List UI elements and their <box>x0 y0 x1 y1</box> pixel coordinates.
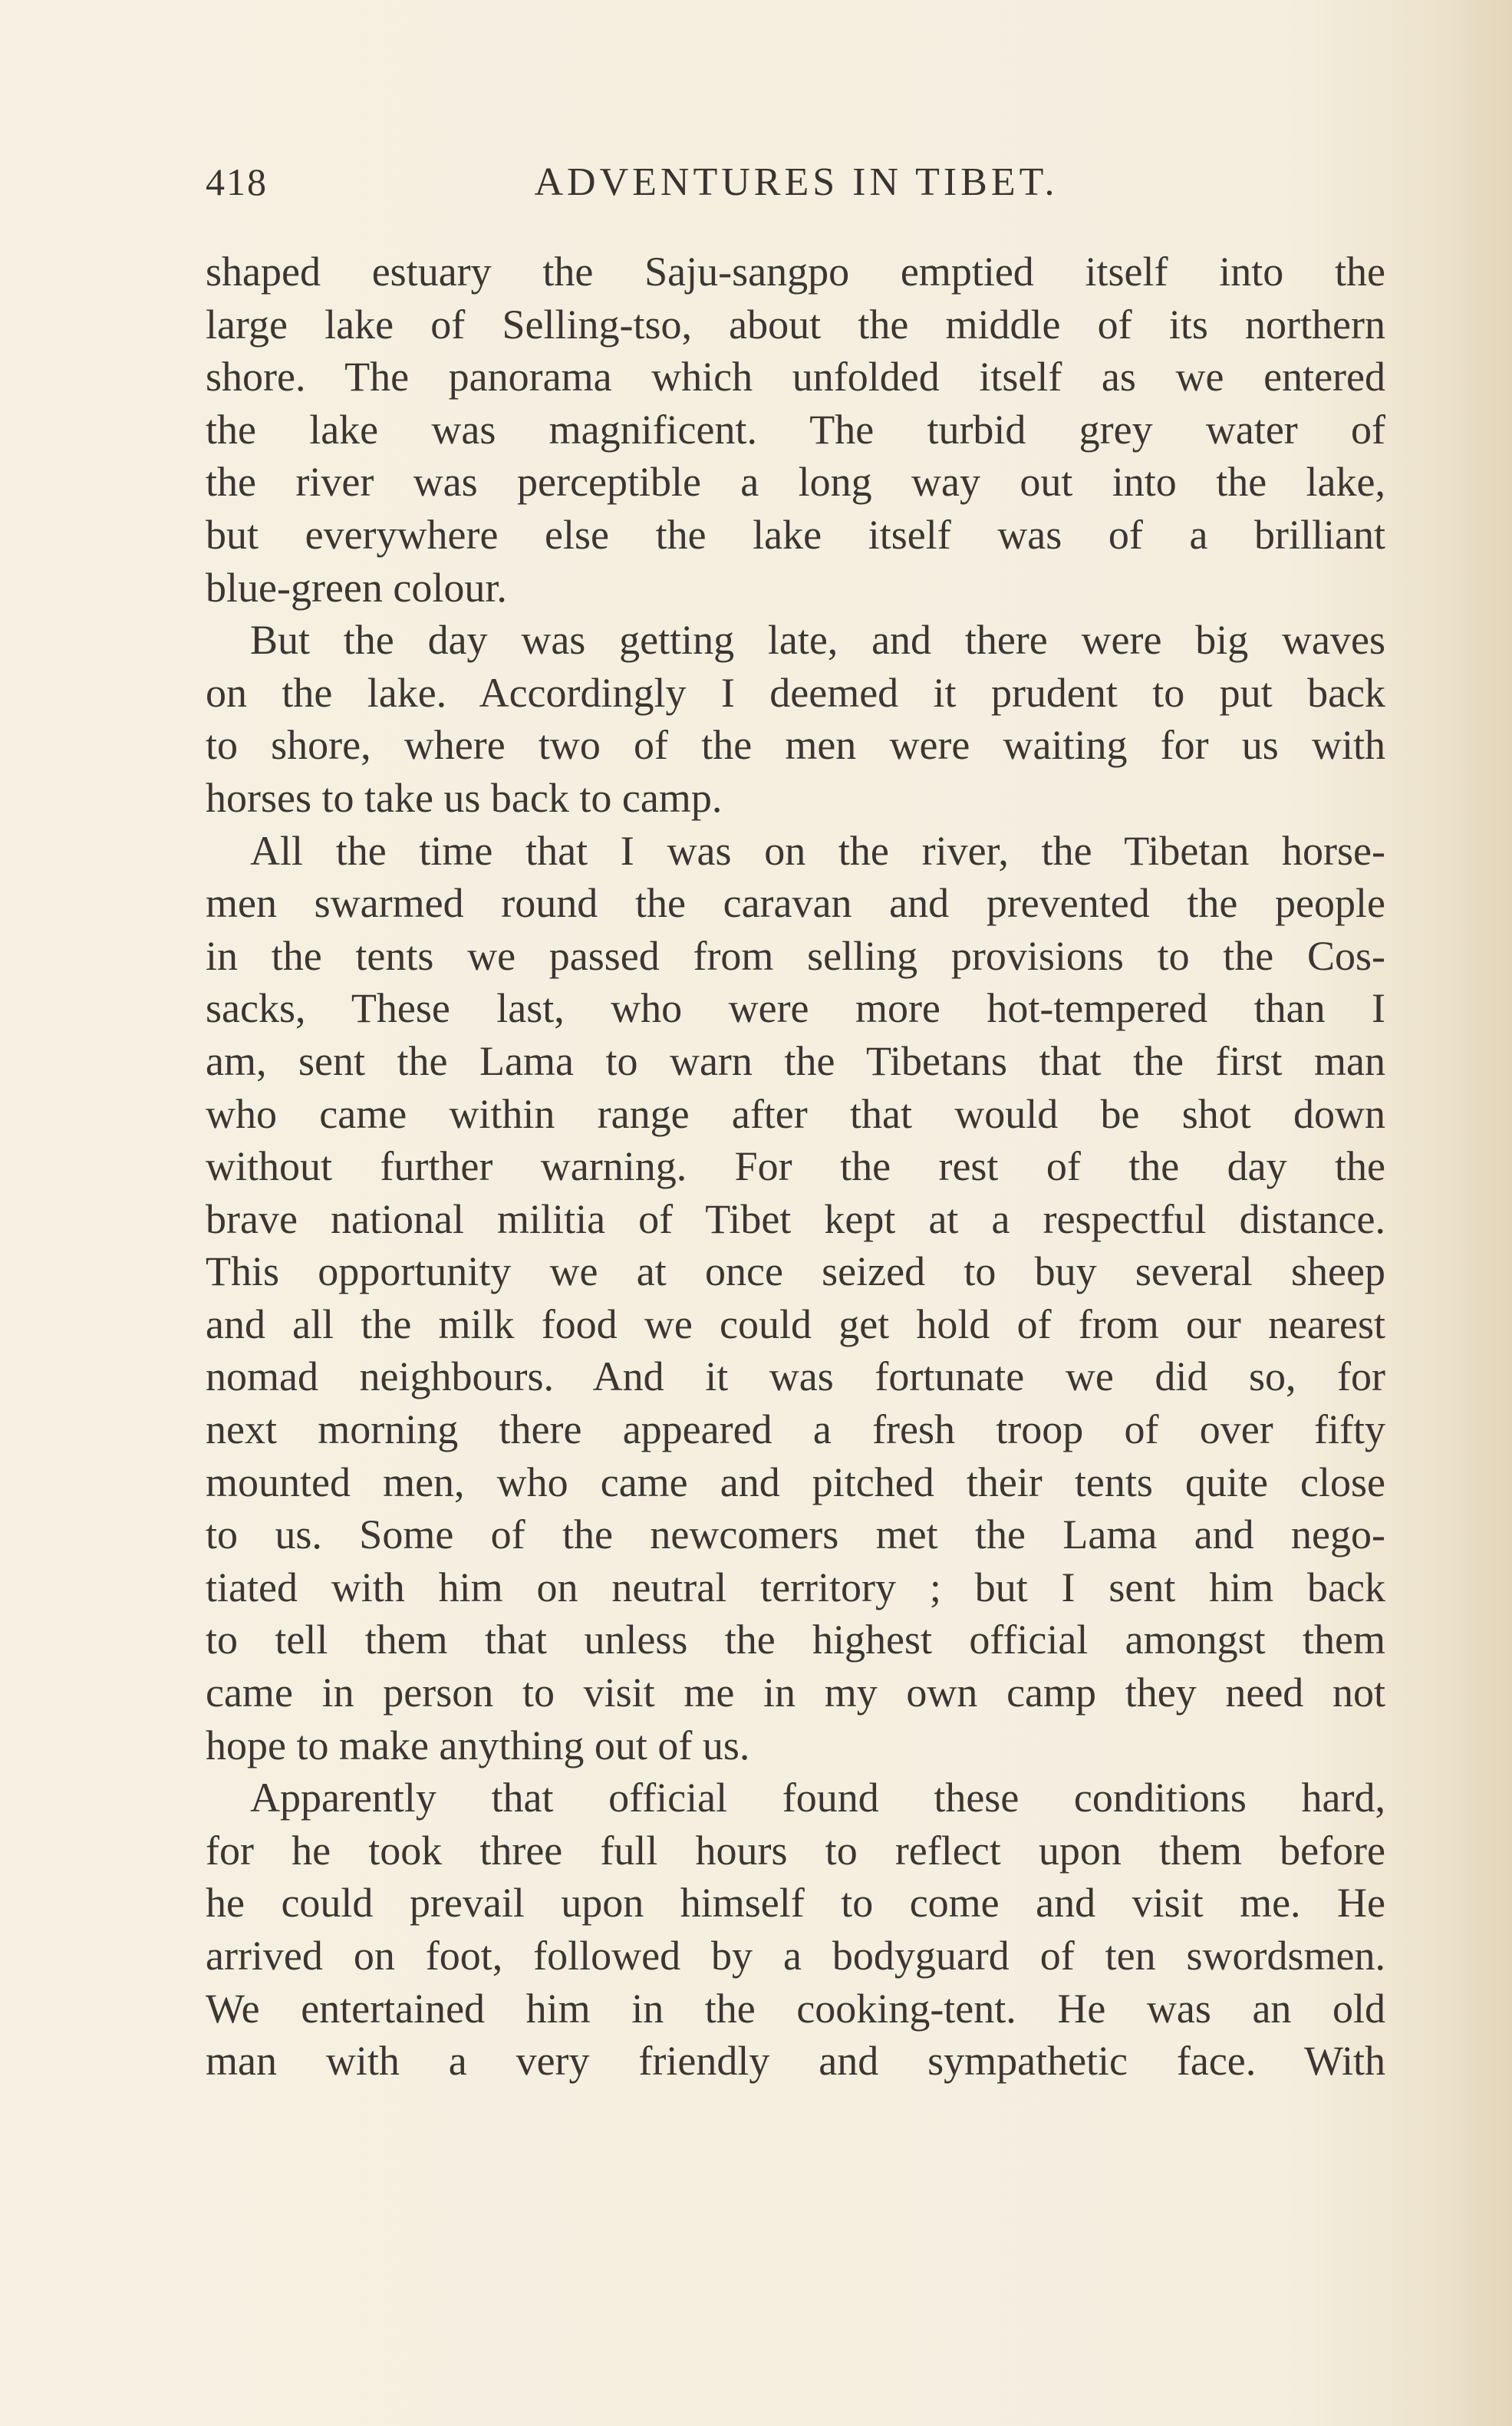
text-line: We entertained him in the cooking-tent. He was an old <box>206 1985 1385 2032</box>
text-line: brave national militia of Tibet kept at a respectful distance. <box>206 1195 1385 1242</box>
text-line: to tell them that unless the highest official amongst them <box>206 1617 1385 1663</box>
text-line: men swarmed round the caravan and prevented the people <box>206 880 1385 927</box>
text-line: nomad neighbours. And it was fortunate we did so, for <box>206 1353 1385 1400</box>
text-line: large lake of Selling-tso, about the middle of its northern <box>206 301 1385 348</box>
text-line: hope to make anything out of us. <box>206 1722 750 1768</box>
text-line: blue-green colour. <box>206 564 507 611</box>
text-line: the river was perceptible a long way out into the lake, <box>206 459 1385 506</box>
text-line: But the day was getting late, and there were big waves <box>250 617 1385 664</box>
text-line: tiated with him on neutral territory ; but I sent him back <box>206 1564 1385 1610</box>
text-line: without further warning. For the rest of the day the <box>206 1143 1385 1190</box>
text-line: horses to take us back to camp. <box>206 774 723 821</box>
text-line: next morning there appeared a fresh troop of over fifty <box>206 1406 1385 1453</box>
text-line: came in person to visit me in my own camp they need not <box>206 1670 1385 1716</box>
paragraph-2 <box>206 614 1385 824</box>
paragraph-1 <box>206 246 1385 614</box>
text-line: who came within range after that would be shot down <box>206 1090 1385 1137</box>
text-line: the lake was magnificent. The turbid grey water of <box>206 406 1385 453</box>
paragraph-4 <box>206 1772 1385 2088</box>
page-header <box>206 160 1387 213</box>
running-title: ADVENTURES IN TIBET. <box>534 160 1059 204</box>
text-line: This opportunity we at once seized to buy several sheep <box>206 1248 1385 1295</box>
text-line: All the time that I was on the river, the Tibetan horse- <box>250 827 1385 874</box>
text-line: shaped estuary the Saju-sangpo emptied itself into the <box>206 249 1385 295</box>
paragraph-3 <box>206 825 1385 1772</box>
text-line: on the lake. Accordingly I deemed it prudent to put back <box>206 669 1385 716</box>
text-line: he could prevail upon himself to come and visit me. He <box>206 1880 1385 1927</box>
text-line: Apparently that official found these conditions hard, <box>250 1775 1385 1821</box>
text-line: man with a very friendly and sympathetic face. With <box>206 2038 1385 2085</box>
text-line: mounted men, who came and pitched their tents quite close <box>206 1459 1385 1505</box>
text-line: arrived on foot, followed by a bodyguard of ten swordsmen. <box>206 1933 1385 1979</box>
text-line: shore. The panorama which unfolded itself as we entered <box>206 354 1385 400</box>
text-line: for he took three full hours to reflect upon them before <box>206 1827 1385 1874</box>
text-line: to us. Some of the newcomers met the Lama and nego- <box>206 1511 1385 1558</box>
text-line: to shore, where two of the men were waiting for us with <box>206 722 1385 769</box>
text-line: in the tents we passed from selling provisions to the Cos- <box>206 932 1385 979</box>
text-line: and all the milk food we could get hold of from our nearest <box>206 1300 1385 1347</box>
text-line: sacks, These last, who were more hot-tempered than I <box>206 985 1385 1032</box>
page-number: 418 <box>206 160 268 203</box>
text-line: but everywhere else the lake itself was of a brilliant <box>206 511 1385 558</box>
text-line: am, sent the Lama to warn the Tibetans that the first man <box>206 1037 1385 1084</box>
body-text <box>206 246 1385 2088</box>
